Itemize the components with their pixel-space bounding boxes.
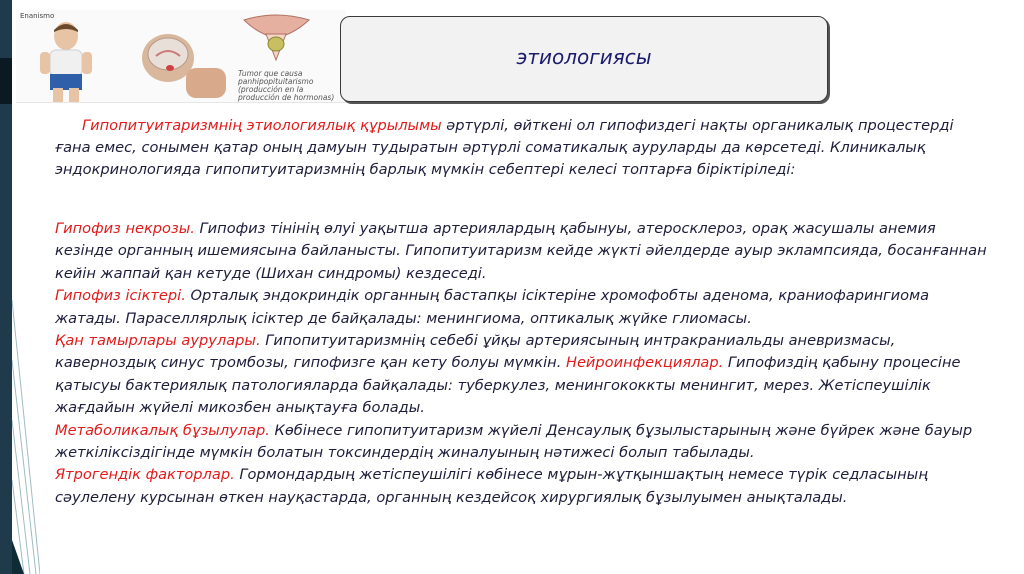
section-tumors — [55, 285, 990, 330]
necrosis-text: Гипофиз тінінің өлуі уақытша артериялардың қабынуы, атеросклероз, орақ жасушалы анемия кезінде органның ишемиясына байланысты. Гипопитуитаризм кейде жүкті әйелдерде ауыр эклампсияда, босанғаннан кейін жаппай қан кетуде (Шихан синдромы) кездеседі. — [55, 220, 987, 282]
metabolic-text: Көбінесе гипопитуитаризм жүйелі Денсаулық бұзылыстарының және бүйрек және бауыр жеткіліксіздігінде мүмкін болатын токсиндердің жиналуының нәтижесі болып табылады. — [55, 421, 973, 462]
causes-list — [55, 218, 990, 509]
section-vascular — [55, 330, 990, 420]
boy-caption: Enanismo — [20, 12, 55, 20]
intro-text: әртүрлі, өйткені ол гипофиздегі нақты органикалық процестерді ғана емес, сонымен қатар оның дамуын тудыратын әртүрлі соматикалық ауруларды да көрсетеді. Клиникалық эндокринологияда гипопитуитаризмнің барлық мүмкін себептері келесі топтарға біріктіріледі: — [55, 117, 954, 178]
intro-paragraph — [55, 115, 975, 181]
neuro-text: Гипофиздің қабыну процесіне қатысуы бактериялық патологияларда байқалады: туберкулез, менингококкты менингит, мерез. Жетіспеушілік жағдайын жүйелі микозбен анықтауға болады. — [55, 354, 961, 417]
metabolic-title: Метаболикалық бұзылулар. — [55, 421, 270, 439]
iatrogenic-text: Гормондардың жетіспеушілігі көбінесе мұрын-жұтқыншақтың немесе түрік седласының сәулелену курсынан өткен науқастарда, органның кездейсоқ хирургиялық бұзылуымен анықталады. — [55, 466, 928, 506]
section-metabolic — [55, 420, 990, 465]
tumor-caption: Tumor que causa panhipopituitarismo (producción en la producción de hormonas) — [238, 69, 335, 102]
iatrogenic-title: Ятрогендік факторлар. — [55, 466, 235, 484]
intro-highlight: Гипопитуитаризмнің этиологиялық құрылымы — [82, 117, 442, 134]
necrosis-title: Гипофиз некрозы. — [55, 220, 195, 237]
child-photo-icon — [32, 20, 102, 102]
neuro-title: Нейроинфекциялар. — [565, 354, 724, 372]
section-iatrogenic — [55, 464, 990, 509]
head-profile-icon — [136, 28, 231, 100]
vascular-title: Қан тамырлары аурулары. — [55, 332, 261, 350]
section-necrosis — [55, 218, 990, 285]
tumors-text: Орталық эндокриндік органның бастапқы ісіктеріне хромофобты аденома, краниофарингиома жатады. Параселлярлық ісіктер де байқалады: менингиома, оптикалық жүйке глиомасы. — [55, 287, 930, 327]
title-box — [340, 16, 828, 102]
tumors-title: Гипофиз ісіктері. — [55, 287, 186, 305]
pituitary-tumor-icon — [234, 14, 319, 66]
vascular-text: Гипопитуитаризмнің себебі ұйқы артериясының интракраниальды аневризмасы, каверноздық синус тромбозы, гипофизге қан кету болуы мүмкін. — [55, 332, 896, 372]
illustration-strip — [16, 10, 346, 103]
slide-title: этиологиясы — [516, 45, 652, 69]
